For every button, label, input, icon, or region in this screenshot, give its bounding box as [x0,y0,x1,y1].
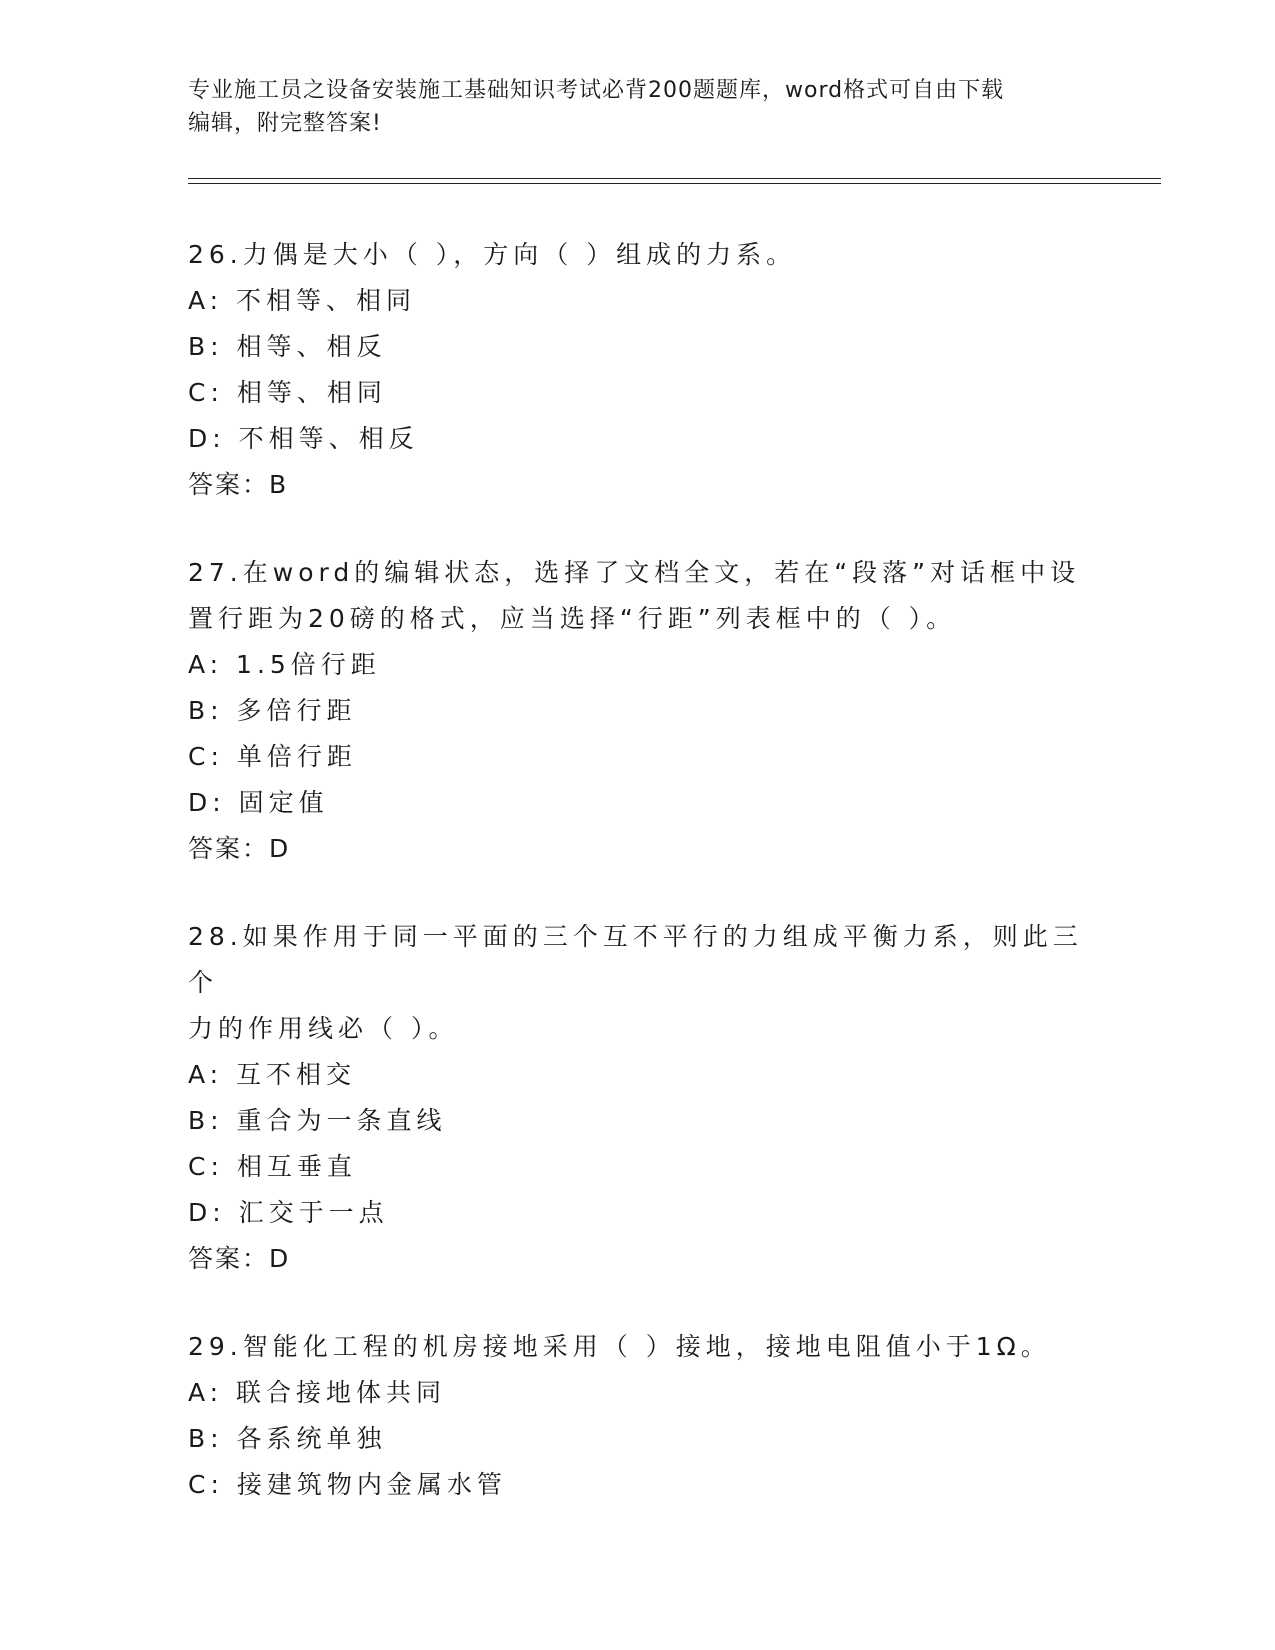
question-stem-line-1: 28.如果作用于同一平面的三个互不平行的力组成平衡力系，则此三个 [188,922,1083,997]
header-line-2: 编辑，附完整答案! [188,111,382,136]
answer: 答案：D [188,1244,291,1273]
question-stem-line-2: 力的作用线必（ ）。 [188,1014,459,1043]
question-27 [188,550,1088,872]
question-stem: 29.智能化工程的机房接地采用（ ）接地，接地电阻值小于1Ω。 [188,1332,1051,1361]
header-divider-top [188,178,1161,179]
option-a: A: 不相等、相同 [188,286,417,315]
option-a: A: 联合接地体共同 [188,1378,447,1407]
option-d: D: 不相等、相反 [188,424,419,453]
question-stem-line-1: 27.在word的编辑状态，选择了文档全文，若在“段落”对话框中设 [188,558,1081,587]
option-c: C: 相互垂直 [188,1152,357,1181]
option-c: C: 单倍行距 [188,742,357,771]
option-a: A: 互不相交 [188,1060,357,1089]
question-29 [188,1324,1088,1508]
document-header [188,74,1088,140]
answer: 答案：D [188,834,291,863]
option-d: D: 固定值 [188,788,329,817]
option-b: B: 各系统单独 [188,1424,387,1453]
header-divider-bottom [188,183,1161,184]
option-a: A: 1.5倍行距 [188,650,381,679]
question-26 [188,232,1088,508]
question-stem-line-2: 置行距为20磅的格式，应当选择“行距”列表框中的（ ）。 [188,604,957,633]
question-list [188,232,1088,1550]
option-b: B: 重合为一条直线 [188,1106,447,1135]
question-stem: 26.力偶是大小（ ），方向（ ）组成的力系。 [188,240,797,269]
option-b: B: 多倍行距 [188,696,357,725]
option-b: B: 相等、相反 [188,332,387,361]
option-d: D: 汇交于一点 [188,1198,389,1227]
option-c: C: 相等、相同 [188,378,387,407]
answer: 答案：B [188,470,289,499]
option-c: C: 接建筑物内金属水管 [188,1470,507,1499]
question-28 [188,914,1088,1282]
header-line-1: 专业施工员之设备安装施工基础知识考试必背200题题库，word格式可自由下载 [188,78,1005,103]
